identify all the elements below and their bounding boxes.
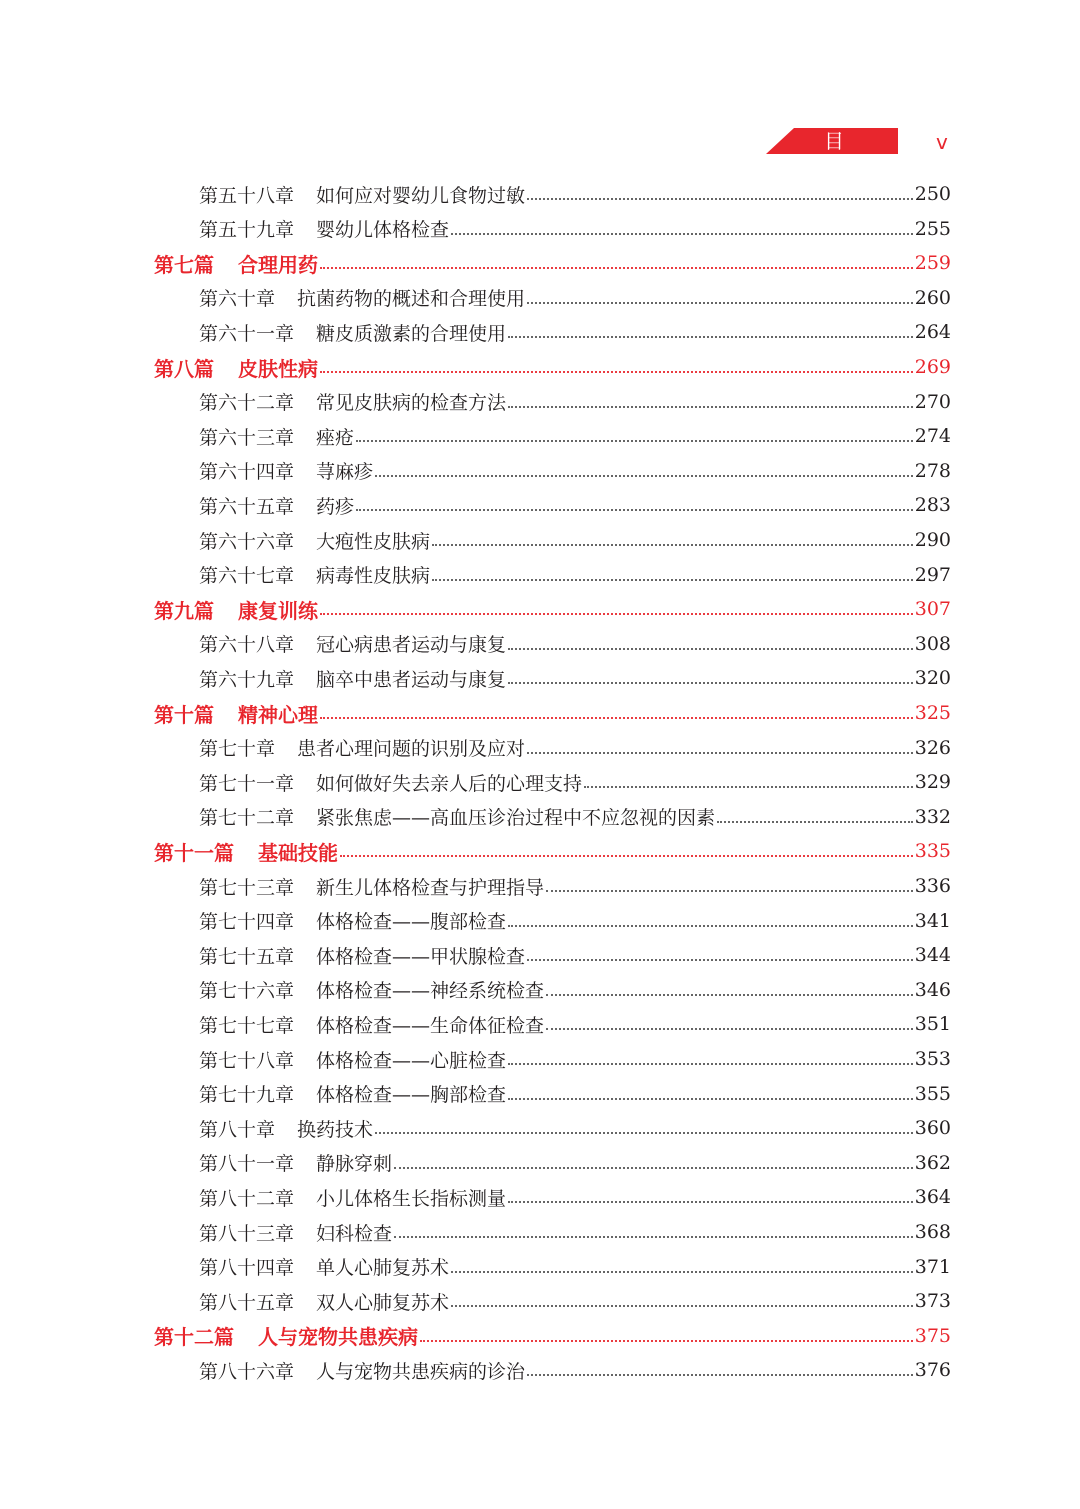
toc-chapter-entry[interactable] <box>199 871 951 901</box>
entry-number: 第七十章 <box>199 738 276 761</box>
entry-number: 第八十二章 <box>199 1187 295 1210</box>
dot-leader <box>546 1028 913 1030</box>
dot-leader <box>546 994 913 996</box>
toc-chapter-entry[interactable] <box>199 1286 951 1316</box>
entry-number: 第六十九章 <box>199 668 295 691</box>
entry-number: 第八十一章 <box>199 1153 295 1176</box>
entry-page-number: 375 <box>914 1324 951 1347</box>
dot-leader <box>508 925 913 927</box>
entry-title: 如何应对婴幼儿食物过敏 <box>316 184 526 207</box>
entry-page-number: 260 <box>914 286 951 309</box>
toc-chapter-entry[interactable] <box>199 767 951 797</box>
entry-title: 妇科检查 <box>316 1222 393 1245</box>
dot-leader <box>356 440 913 442</box>
entry-number: 第九篇 <box>154 598 214 623</box>
dot-leader <box>527 1374 913 1376</box>
toc-chapter-entry[interactable] <box>199 802 951 832</box>
entry-page-number: 360 <box>914 1117 951 1140</box>
toc-chapter-entry[interactable] <box>199 1355 951 1385</box>
toc-chapter-entry[interactable] <box>199 1148 951 1178</box>
entry-number: 第六十章 <box>199 288 276 311</box>
entry-title: 糖皮质激素的合理使用 <box>316 322 507 345</box>
entry-number: 第八十五章 <box>199 1291 295 1314</box>
entry-number: 第六十二章 <box>199 392 295 415</box>
toc-part-entry[interactable] <box>154 698 951 728</box>
entry-page-number: 353 <box>914 1048 951 1070</box>
entry-number: 第七十八章 <box>199 1049 295 1072</box>
entry-number: 第八篇 <box>154 356 214 381</box>
dot-leader <box>432 579 913 581</box>
entry-page-number: 371 <box>914 1255 951 1278</box>
entry-number: 第八十四章 <box>199 1257 295 1280</box>
entry-title: 药疹 <box>316 495 355 518</box>
toc-part-entry[interactable] <box>154 248 951 278</box>
dot-leader <box>508 1201 913 1203</box>
entry-title: 体格检查——甲状腺检查 <box>316 945 526 968</box>
entry-title: 荨麻疹 <box>316 461 374 484</box>
dot-leader <box>320 267 913 269</box>
entry-number: 第七篇 <box>154 252 214 277</box>
entry-page-number: 290 <box>914 529 951 551</box>
dot-leader <box>527 302 913 304</box>
entry-title: 婴幼儿体格检查 <box>316 219 450 242</box>
toc-chapter-entry[interactable] <box>199 1217 951 1247</box>
entry-number: 第六十一章 <box>199 322 295 345</box>
entry-page-number: 341 <box>914 909 951 932</box>
entry-title: 皮肤性病 <box>238 356 318 381</box>
toc-chapter-entry[interactable] <box>199 1182 951 1212</box>
toc-part-entry[interactable] <box>154 1321 951 1351</box>
entry-title: 抗菌药物的概述和合理使用 <box>297 288 526 311</box>
toc-chapter-entry[interactable] <box>199 1113 951 1143</box>
entry-page-number: 278 <box>914 459 951 482</box>
entry-page-number: 329 <box>914 771 951 794</box>
entry-title: 体格检查——腹部检查 <box>316 911 507 934</box>
toc-chapter-entry[interactable] <box>199 456 951 486</box>
entry-page-number: 373 <box>914 1290 951 1313</box>
entry-title: 新生儿体格检查与护理指导 <box>316 876 545 899</box>
entry-number: 第八十章 <box>199 1118 276 1141</box>
dot-leader <box>508 648 913 650</box>
dot-leader <box>451 1271 913 1273</box>
dot-leader <box>584 786 913 788</box>
entry-page-number: 344 <box>914 944 951 967</box>
dot-leader <box>508 406 913 408</box>
dot-leader <box>451 233 913 235</box>
entry-page-number: 269 <box>914 356 951 378</box>
entry-title: 病毒性皮肤病 <box>316 565 431 588</box>
entry-page-number: 325 <box>914 702 951 724</box>
entry-page-number: 320 <box>914 667 951 690</box>
entry-number: 第六十五章 <box>199 495 295 518</box>
entry-number: 第七十五章 <box>199 945 295 968</box>
entry-page-number: 376 <box>914 1359 951 1382</box>
toc-part-entry[interactable] <box>154 352 951 382</box>
toc-chapter-entry[interactable] <box>199 490 951 520</box>
entry-number: 第七十四章 <box>199 911 295 934</box>
toc-chapter-entry[interactable] <box>199 179 951 209</box>
dot-leader <box>420 1340 913 1342</box>
entry-title: 基础技能 <box>258 840 338 865</box>
toc-chapter-entry[interactable] <box>199 975 951 1005</box>
entry-page-number: 250 <box>914 183 951 205</box>
entry-page-number: 362 <box>914 1151 951 1174</box>
entry-page-number: 264 <box>914 321 951 344</box>
entry-page-number: 364 <box>914 1186 951 1209</box>
entry-number: 第六十七章 <box>199 565 295 588</box>
toc-chapter-entry[interactable] <box>199 629 951 659</box>
toc-chapter-entry[interactable] <box>199 214 951 244</box>
toc-chapter-entry[interactable] <box>199 663 951 693</box>
dot-leader <box>508 682 913 684</box>
entry-title: 体格检查——生命体征检查 <box>316 1014 545 1037</box>
entry-title: 精神心理 <box>238 702 318 727</box>
entry-title: 双人心肺复苏术 <box>316 1291 450 1314</box>
entry-title: 冠心病患者运动与康复 <box>316 634 507 657</box>
dot-leader <box>320 371 913 373</box>
entry-title: 紧张焦虑——高血压诊治过程中不应忽视的因素 <box>316 807 716 830</box>
entry-number: 第五十九章 <box>199 219 295 242</box>
entry-number: 第七十七章 <box>199 1014 295 1037</box>
toc-chapter-entry[interactable] <box>199 421 951 451</box>
entry-title: 常见皮肤病的检查方法 <box>316 392 507 415</box>
entry-title: 康复训练 <box>238 598 318 623</box>
entry-number: 第六十三章 <box>199 426 295 449</box>
dot-leader <box>546 890 913 892</box>
entry-title: 脑卒中患者运动与康复 <box>316 668 507 691</box>
entry-number: 第七十九章 <box>199 1084 295 1107</box>
entry-number: 第八十六章 <box>199 1360 295 1383</box>
entry-page-number: 346 <box>914 978 951 1001</box>
entry-page-number: 297 <box>914 563 951 586</box>
entry-title: 静脉穿刺 <box>316 1153 393 1176</box>
entry-page-number: 259 <box>914 252 951 275</box>
entry-number: 第七十一章 <box>199 772 295 795</box>
entry-title: 体格检查——神经系统检查 <box>316 980 545 1003</box>
toc-chapter-entry[interactable] <box>199 906 951 936</box>
toc-chapter-entry[interactable] <box>199 1009 951 1039</box>
entry-page-number: 326 <box>914 736 951 759</box>
toc-part-entry[interactable] <box>154 836 951 866</box>
header-title: 目 录 <box>824 129 874 179</box>
toc-chapter-entry[interactable] <box>199 940 951 970</box>
entry-number: 第五十八章 <box>199 184 295 207</box>
dot-leader <box>320 613 913 615</box>
entry-title: 小儿体格生长指标测量 <box>316 1187 507 1210</box>
entry-title: 人与宠物共患疾病 <box>258 1325 418 1350</box>
dot-leader <box>508 336 913 338</box>
entry-number: 第十一篇 <box>154 840 234 865</box>
entry-page-number: 255 <box>914 217 951 240</box>
entry-title: 痤疮 <box>316 426 355 449</box>
dot-leader <box>508 1098 913 1100</box>
entry-page-number: 307 <box>914 598 951 621</box>
dot-leader <box>527 752 913 754</box>
entry-page-number: 351 <box>914 1013 951 1036</box>
entry-page-number: 335 <box>914 840 951 863</box>
entry-title: 如何做好失去亲人后的心理支持 <box>316 772 583 795</box>
dot-leader <box>527 198 913 200</box>
entry-page-number: 332 <box>914 805 951 828</box>
toc-chapter-entry[interactable] <box>199 1079 951 1109</box>
dot-leader <box>356 509 913 511</box>
entry-page-number: 308 <box>914 632 951 655</box>
entry-number: 第十篇 <box>154 702 214 727</box>
entry-number: 第六十四章 <box>199 461 295 484</box>
entry-page-number: 274 <box>914 425 951 448</box>
entry-number: 第十二篇 <box>154 1325 234 1350</box>
toc-chapter-entry[interactable] <box>199 733 951 763</box>
entry-number: 第七十六章 <box>199 980 295 1003</box>
dot-leader <box>375 1132 913 1134</box>
entry-number: 第七十二章 <box>199 807 295 830</box>
dot-leader <box>375 475 913 477</box>
header-page-number: v <box>936 130 948 154</box>
entry-title: 患者心理问题的识别及应对 <box>297 738 526 761</box>
dot-leader <box>394 1236 913 1238</box>
entry-page-number: 368 <box>914 1221 951 1243</box>
toc-chapter-entry[interactable] <box>199 1252 951 1282</box>
dot-leader <box>320 717 913 719</box>
entry-title: 单人心肺复苏术 <box>316 1257 450 1280</box>
toc-chapter-entry[interactable] <box>199 387 951 417</box>
entry-title: 合理用药 <box>238 252 318 277</box>
dot-leader <box>340 855 913 857</box>
dot-leader <box>717 821 913 823</box>
entry-page-number: 283 <box>914 494 951 517</box>
entry-page-number: 355 <box>914 1082 951 1105</box>
toc-chapter-entry[interactable] <box>199 525 951 555</box>
entry-number: 第六十八章 <box>199 634 295 657</box>
entry-title: 体格检查——胸部检查 <box>316 1084 507 1107</box>
toc-chapter-entry[interactable] <box>199 283 951 313</box>
entry-number: 第七十三章 <box>199 876 295 899</box>
dot-leader <box>527 959 913 961</box>
entry-number: 第八十三章 <box>199 1222 295 1245</box>
dot-leader <box>394 1167 913 1169</box>
dot-leader <box>451 1305 913 1307</box>
toc-chapter-entry[interactable] <box>199 1044 951 1074</box>
entry-page-number: 270 <box>914 390 951 413</box>
dot-leader <box>508 1063 913 1065</box>
entry-title: 体格检查——心脏检查 <box>316 1049 507 1072</box>
toc-chapter-entry[interactable] <box>199 317 951 347</box>
entry-title: 换药技术 <box>297 1118 374 1141</box>
entry-page-number: 336 <box>914 875 951 897</box>
entry-number: 第六十六章 <box>199 530 295 553</box>
toc-chapter-entry[interactable] <box>199 560 951 590</box>
entry-title: 人与宠物共患疾病的诊治 <box>316 1360 526 1383</box>
dot-leader <box>432 544 913 546</box>
toc-part-entry[interactable] <box>154 594 951 624</box>
entry-title: 大疱性皮肤病 <box>316 530 431 553</box>
